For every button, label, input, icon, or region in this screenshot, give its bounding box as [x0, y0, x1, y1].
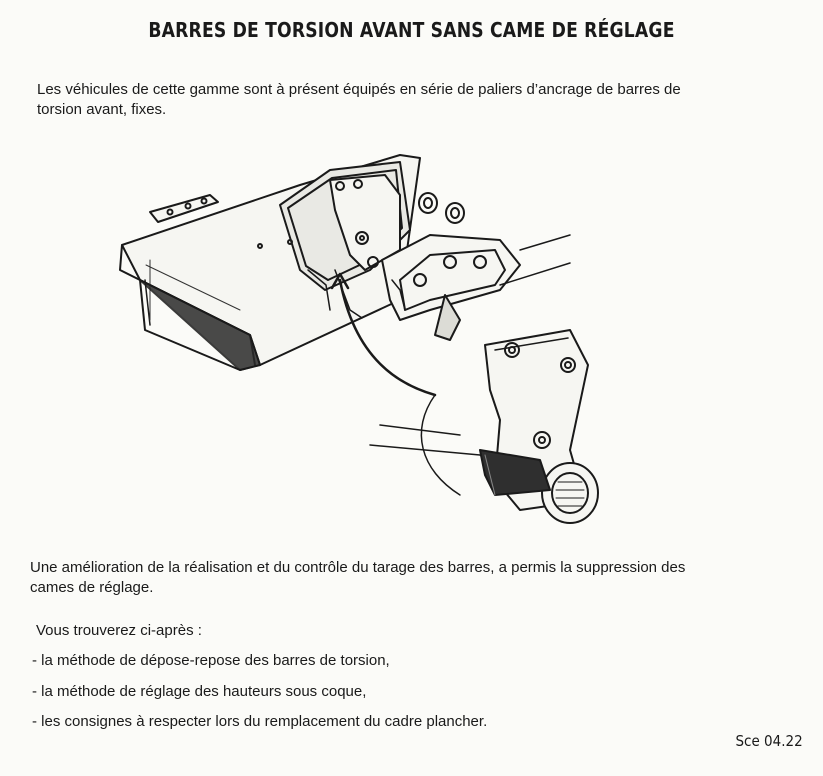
list-intro: Vous trouverez ci-après :	[36, 622, 202, 639]
body-paragraph: Une amélioration de la réalisation et du contrôle du tarage des barres, a permis la suppression des cames de réglage.	[30, 559, 686, 596]
list-item: - les consignes à respecter lors du remplacement du cadre plancher.	[32, 713, 488, 730]
page-reference: Sce 04.22	[735, 732, 803, 750]
list-item: - la méthode de réglage des hauteurs sous coque,	[32, 683, 367, 700]
intro-paragraph: Les véhicules de cette gamme sont à présent équipés en série de paliers d’ancrage de barres de torsion avant, fixes.	[37, 81, 681, 118]
page-title: BARRES DE TORSION AVANT SANS CAME DE RÉGLAGE	[148, 18, 675, 42]
torsion-bar-anchor-illustration	[100, 150, 620, 540]
list-item: - la méthode de dépose-repose des barres de torsion,	[32, 652, 390, 669]
